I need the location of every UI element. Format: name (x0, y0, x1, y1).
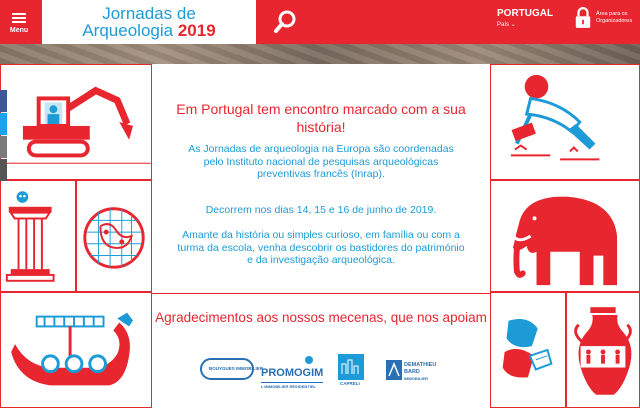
dates-paragraph: Decorrem nos dias 14, 15 e 16 de junho de 2019. (205, 204, 437, 216)
sponsor-bouygues-name: BOUYGUES IMMOBILIER (209, 366, 264, 371)
archaeologist-icon (491, 65, 639, 179)
search-icon (272, 8, 300, 36)
intro-paragraph: As Jornadas de arqueologia na Europa são coordenadas pelo Instituto nacional de pesquisas arqueológicas preventivas francês (Inrap). (188, 143, 454, 180)
logo-line1: Jornadas de (102, 3, 196, 23)
top-header (0, 0, 640, 44)
excavator-icon (1, 65, 151, 179)
print-share-icon[interactable] (0, 159, 7, 181)
illustration-excavator (0, 64, 152, 180)
illustration-hands (490, 292, 566, 408)
section-divider (152, 293, 490, 294)
sponsors-heading: Agradecimentos aos nossos mecenas, que nos apoiam (155, 310, 487, 325)
amphora-icon (567, 293, 639, 407)
menu-label: Menu (9, 26, 29, 34)
illustration-column-owl (0, 180, 76, 292)
sponsor-demathieu-line1: DEMATHIEU (404, 362, 437, 368)
sponsor-capreli-name: CAPRELI (340, 381, 360, 386)
organizers-login[interactable] (574, 5, 640, 39)
sponsor-capreli-logo[interactable] (336, 354, 366, 388)
viking-boat-icon (1, 293, 151, 407)
logo-line2: Arqueologia (82, 20, 174, 40)
illustration-mammoth (490, 180, 640, 292)
facebook-share-icon[interactable] (0, 90, 7, 112)
hamburger-icon (12, 11, 26, 25)
organizers-label: Área para os Organizadores (596, 11, 633, 24)
main-content (152, 64, 490, 408)
email-share-icon[interactable] (0, 136, 7, 158)
illustration-map (76, 180, 152, 292)
sponsor-promogim-sub: L'IMMOBILIER RESIDENTIEL (261, 384, 316, 389)
search-button[interactable] (272, 8, 300, 36)
sponsor-demathieu-line3: IMMOBILIER (404, 376, 428, 381)
page-headline: Em Portugal tem encontro marcado com a sua história! (176, 101, 466, 135)
country-selector[interactable] (497, 8, 553, 28)
logo-year: 2019 (177, 20, 216, 40)
hands-pottery-icon (491, 293, 565, 407)
sponsor-demathieu-line2: BARD (404, 369, 420, 375)
lock-icon (574, 7, 592, 29)
illustration-viking-boat (0, 292, 152, 408)
illustration-amphora (566, 292, 640, 408)
menu-button[interactable] (0, 0, 38, 44)
share-bar (0, 90, 7, 180)
sponsor-demathieu-logo[interactable] (386, 354, 442, 388)
invite-paragraph: Amante da história ou simples curioso, em família ou com a turma da escola, venha descobrir os bastidores do património e da investigação arqueológica. (177, 229, 465, 266)
header-background-photo (0, 44, 640, 64)
illustration-archaeologist (490, 64, 640, 180)
sponsors-logos (196, 354, 466, 388)
sponsor-promogim-name: PROMOGIM (261, 367, 324, 379)
site-logo[interactable] (42, 0, 256, 44)
map-grid-icon (77, 181, 151, 291)
mammoth-icon (491, 181, 639, 291)
chevron-down-icon: ⌄ (510, 22, 516, 28)
sponsor-bouygues-logo[interactable] (200, 358, 264, 380)
column-icon (1, 181, 75, 291)
twitter-share-icon[interactable] (0, 113, 7, 135)
country-sub: País (497, 22, 510, 28)
country-name: PORTUGAL (497, 8, 554, 19)
sponsor-promogim-logo[interactable] (261, 354, 323, 388)
